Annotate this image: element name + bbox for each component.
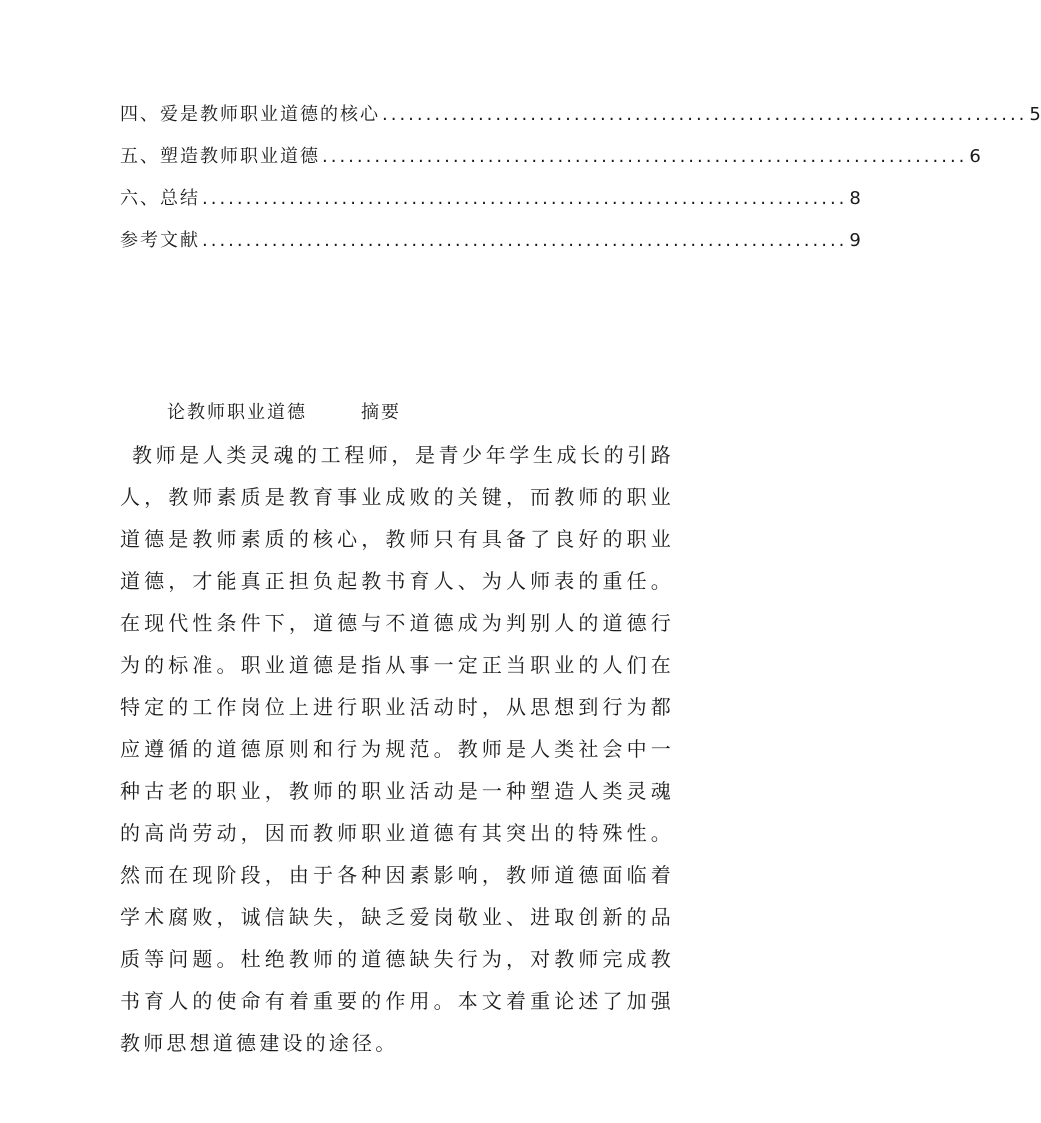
toc-entry[interactable] bbox=[120, 142, 981, 184]
abstract-body: 教师是人类灵魂的工程师，是青少年学生成长的引路人，教师素质是教育事业成败的关键，而教师的职业道德是教师素质的核心，教师只有具备了良好的职业道德，才能真正担负起教书育人、为人师表的重任。在现代性条件下，道德与不道德成为判别人的道德行为的标准。职业道德是指从事一定正当职业的人们在特定的工作岗位上进行职业活动时，从思想到行为都应遵循的道德原则和行为规范。教师是人类社会中一种古老的职业，教师的职业活动是一种塑造人类灵魂的高尚劳动，因而教师职业道德有其突出的特殊性。然而在现阶段，由于各种因素影响，教师道德面临着学术腐败，诚信缺失，缺乏爱岗敬业、进取创新的品质等问题。杜绝教师的道德缺失行为，对教师完成教书育人的使命有着重要的作用。本文着重论述了加强教师思想道德建设的途径。 bbox=[120, 443, 674, 1055]
toc-entry[interactable] bbox=[120, 226, 861, 268]
toc-entry-title: 参考文献 bbox=[120, 230, 200, 251]
toc-entry-page: 8 bbox=[849, 188, 861, 209]
toc-entry[interactable] bbox=[120, 100, 1041, 142]
toc-leader-dots: .......................................................................... bbox=[322, 146, 968, 167]
toc-leader-dots: .......................................................................... bbox=[202, 188, 848, 209]
toc-leader-dots: .......................................................................... bbox=[382, 104, 1028, 125]
toc-leader-dots: .......................................................................... bbox=[202, 230, 848, 251]
toc-entry-page: 9 bbox=[849, 230, 861, 251]
toc-entry-page: 6 bbox=[969, 146, 981, 167]
table-of-contents bbox=[120, 100, 1041, 268]
toc-entry[interactable] bbox=[120, 184, 861, 226]
toc-entry-title: 六、总结 bbox=[120, 188, 200, 209]
abstract-heading: 论教师职业道德 摘要 bbox=[167, 402, 402, 423]
toc-entry-title: 四、爱是教师职业道德的核心 bbox=[120, 104, 380, 125]
toc-entry-page: 5 bbox=[1029, 104, 1041, 125]
toc-entry-title: 五、塑造教师职业道德 bbox=[120, 146, 320, 167]
